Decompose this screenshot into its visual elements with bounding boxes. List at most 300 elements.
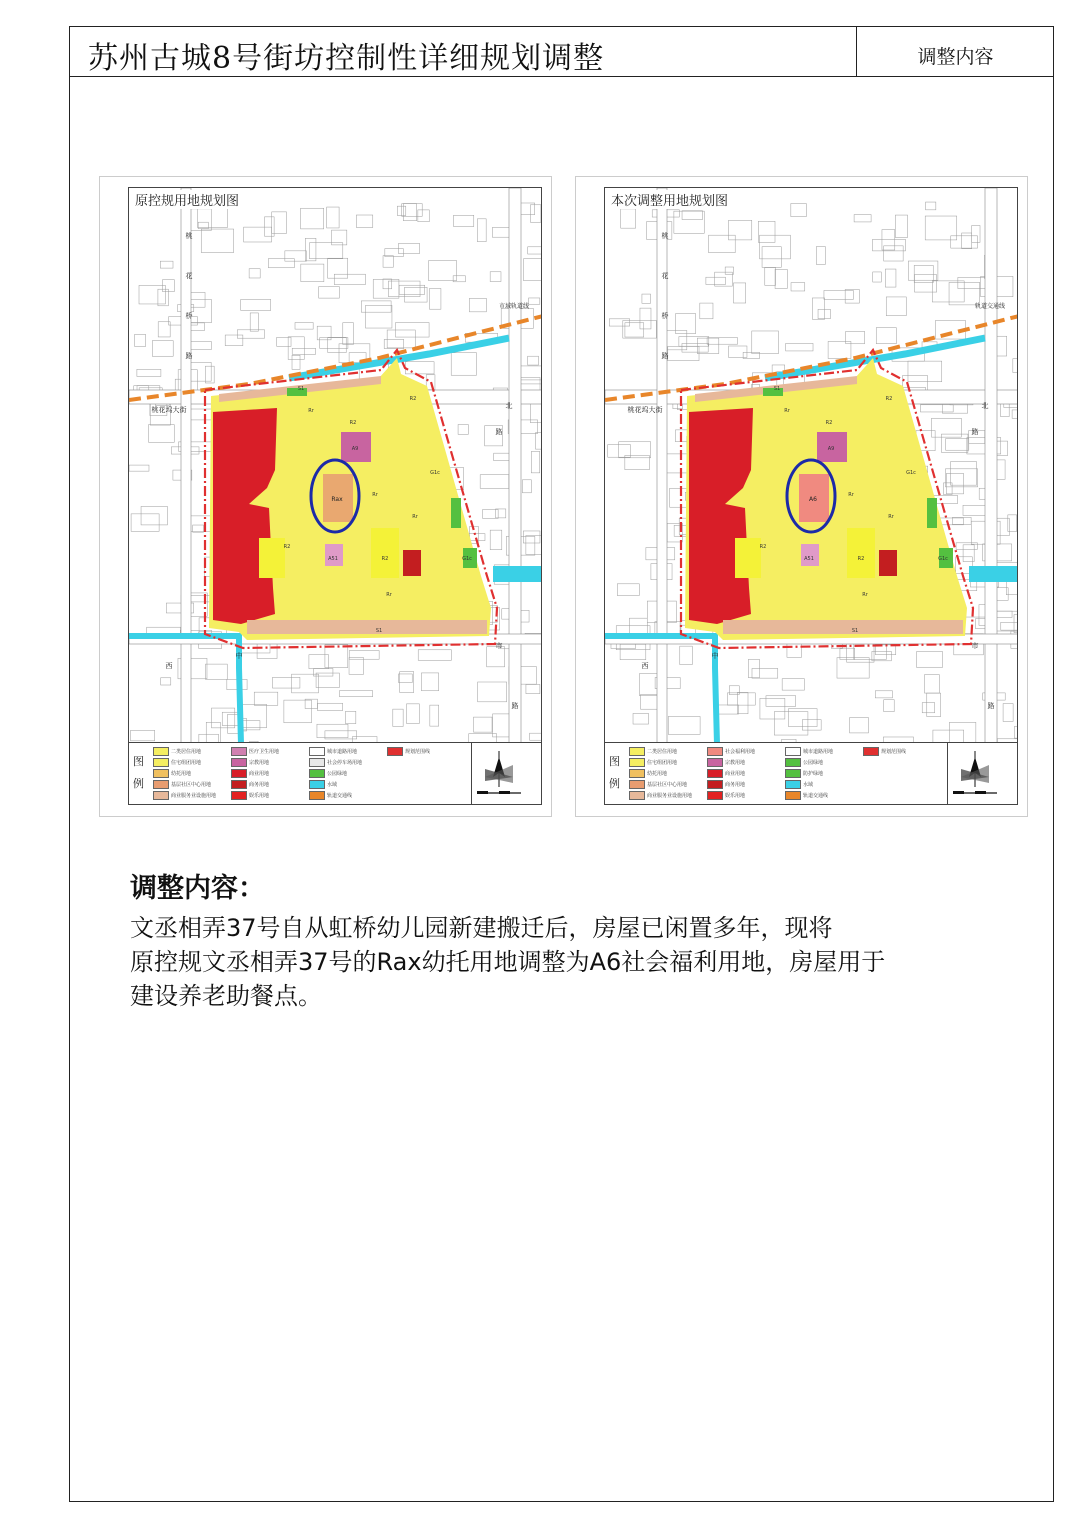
legend-label: 防护绿地: [803, 771, 824, 777]
building-outline: [1013, 359, 1018, 373]
building-outline: [682, 343, 708, 352]
building-outline: [1012, 410, 1018, 418]
legend-label: 幼托用地: [171, 771, 192, 777]
street-name: 桃: [185, 232, 193, 240]
legend-swatch: [231, 791, 247, 800]
building-outline: [139, 285, 165, 304]
building-outline: [478, 682, 507, 702]
building-outline: [313, 669, 332, 677]
building-outline: [405, 287, 428, 302]
legend-swatch: [309, 769, 325, 778]
map-canvas: [604, 187, 1018, 805]
building-outline: [633, 713, 649, 724]
building-outline: [206, 664, 228, 679]
legend-label: 城市道路用地: [327, 749, 358, 755]
building-outline: [531, 451, 540, 472]
legend-swatch: [629, 780, 645, 789]
legend-item: [707, 769, 745, 778]
building-outline: [327, 207, 339, 228]
rail-label: 轨道交通线: [974, 303, 1006, 310]
legend-label: 公园绿地: [803, 760, 824, 766]
land-use-code: G1c: [462, 556, 472, 562]
legend-item: [707, 758, 745, 767]
building-outline: [737, 692, 748, 713]
building-outline: [399, 674, 413, 683]
street-name: 北: [981, 402, 989, 410]
building-outline: [193, 525, 204, 532]
building-outline: [242, 704, 267, 727]
legend-label: 规划范围线: [881, 749, 907, 755]
building-outline: [160, 261, 173, 268]
legend-label: 二类居住用地: [647, 749, 678, 755]
building-outline: [158, 322, 170, 337]
legend-item: [231, 758, 269, 767]
building-outline: [828, 341, 851, 358]
building-outline: [496, 509, 506, 518]
map-legend: [129, 742, 541, 804]
building-outline: [946, 439, 969, 451]
building-outline: [765, 268, 776, 286]
building-outline: [418, 210, 429, 222]
legend-item: [707, 780, 745, 789]
content-body: [130, 911, 1010, 1013]
building-outline: [529, 298, 540, 304]
legend-swatch: [707, 758, 723, 767]
building-outline: [205, 366, 214, 383]
building-outline: [305, 238, 316, 261]
building-outline: [477, 219, 486, 242]
legend-label: 水域: [803, 782, 814, 788]
building-outline: [309, 655, 329, 669]
building-outline: [925, 675, 940, 693]
street-name: 中: [711, 652, 719, 660]
building-outline: [316, 673, 339, 687]
building-outline: [328, 258, 348, 278]
adjusted-parcel-code: A6: [809, 496, 817, 503]
legend-label: 社会福利用地: [725, 749, 756, 755]
legend-item: [153, 791, 216, 800]
adjusted-plan-map: [575, 176, 1028, 817]
building-outline: [962, 233, 972, 249]
building-outline: [528, 247, 542, 254]
content-line: 原控规文丞相弄37号的Rax幼托用地调整为A6社会福利用地，房屋用于: [130, 948, 886, 976]
building-outline: [211, 708, 234, 728]
legend-label: 水域: [327, 782, 338, 788]
residential-parcel: [371, 528, 399, 578]
building-outline: [640, 308, 651, 329]
header-divider: [856, 27, 857, 77]
legend-title: 图例: [609, 755, 620, 790]
building-outline: [295, 323, 313, 330]
north-arrow-icon: [945, 747, 1005, 799]
building-outline: [325, 645, 348, 668]
building-outline: [301, 264, 324, 282]
building-outline: [494, 453, 511, 461]
legend-item: [629, 758, 677, 767]
legend-item: [387, 747, 430, 756]
building-outline: [451, 353, 476, 376]
building-outline: [1014, 726, 1018, 738]
building-outline: [250, 313, 258, 331]
street-name: 桃花坞大街: [627, 406, 663, 414]
building-outline: [752, 668, 778, 678]
legend-item: [785, 758, 823, 767]
building-outline: [958, 277, 987, 288]
building-outline: [201, 229, 233, 252]
building-outline: [319, 287, 340, 299]
building-outline: [854, 215, 871, 222]
building-outline: [526, 684, 540, 693]
building-outline: [760, 698, 785, 719]
map-title: 原控规用地规划图: [133, 190, 241, 209]
land-use-code: R2: [381, 556, 389, 562]
building-outline: [620, 644, 646, 659]
building-outline: [421, 673, 438, 691]
legend-label: 商业用地: [725, 771, 746, 777]
building-outline: [131, 514, 159, 531]
legend-swatch: [153, 758, 169, 767]
building-outline: [430, 705, 439, 726]
building-outline: [949, 722, 975, 743]
land-use-code: A9: [827, 446, 835, 452]
legend-title: 图例: [133, 755, 144, 790]
land-use-map: [129, 188, 542, 744]
street-name: 西: [641, 662, 649, 670]
building-outline: [668, 346, 699, 360]
building-outline: [886, 297, 906, 316]
building-outline: [788, 709, 817, 727]
legend-label: 轨道交通线: [803, 793, 829, 799]
legend-label: 轨道交通线: [327, 793, 353, 799]
building-outline: [782, 679, 804, 690]
building-outline: [621, 209, 636, 228]
building-outline: [872, 239, 905, 251]
commercial-service-band: [723, 620, 963, 634]
legend-label: 宗教用地: [725, 760, 746, 766]
land-use-code: R2: [409, 396, 417, 402]
legend-item: [785, 780, 813, 789]
land-use-code: S1: [375, 628, 383, 634]
legend-swatch: [387, 747, 403, 756]
legend-item: [153, 747, 201, 756]
street-name: 桥: [185, 312, 193, 320]
building-outline: [530, 205, 540, 222]
page-title: 苏州古城8号街坊控制性详细规划调整: [88, 41, 605, 76]
building-outline: [846, 331, 865, 343]
building-outline: [707, 338, 737, 345]
building-outline: [914, 265, 933, 282]
legend-swatch: [231, 769, 247, 778]
street-name: 北: [505, 402, 513, 410]
building-outline: [925, 216, 957, 240]
original-plan-map: [99, 176, 552, 817]
building-outline: [729, 346, 747, 357]
building-outline: [946, 473, 963, 493]
section-tag: 调整内容: [917, 46, 994, 68]
land-use-code: R2: [759, 544, 767, 550]
building-outline: [530, 733, 542, 740]
legend-swatch: [231, 780, 247, 789]
building-outline: [802, 720, 821, 730]
building-outline: [320, 338, 348, 349]
legend-item: [153, 780, 211, 789]
land-use-map: [605, 188, 1018, 744]
building-outline: [399, 285, 425, 294]
legend-item: [863, 747, 906, 756]
building-outline: [1001, 622, 1018, 630]
land-use-code: G1c: [430, 470, 440, 476]
legend-label: 商业用地: [249, 771, 270, 777]
legend-item: [153, 758, 201, 767]
building-outline: [729, 220, 752, 240]
legend-label: 基层社区中心用地: [647, 782, 688, 788]
building-outline: [951, 236, 978, 248]
land-use-code: Rr: [848, 492, 854, 498]
adjusted-parcel-code: Rax: [331, 496, 343, 503]
land-use-code: S1: [773, 386, 781, 392]
land-use-code: G1c: [906, 470, 916, 476]
land-use-code: G1c: [938, 556, 948, 562]
legend-label: 商业服务业设施用地: [171, 793, 217, 799]
building-outline: [249, 269, 260, 278]
building-outline: [225, 335, 243, 346]
land-use-code: R2: [825, 420, 833, 426]
park-green: [927, 498, 937, 528]
legend-item: [785, 747, 833, 756]
legend-label: 二类居住用地: [171, 749, 202, 755]
building-outline: [393, 709, 403, 726]
legend-item: [309, 791, 352, 800]
building-outline: [418, 650, 451, 660]
building-outline: [490, 272, 501, 282]
building-outline: [884, 700, 894, 712]
building-outline: [161, 678, 171, 685]
street-name: 路: [495, 428, 503, 436]
street-name: 路: [185, 352, 193, 360]
building-outline: [349, 658, 364, 675]
building-outline: [884, 246, 903, 261]
legend-item: [785, 769, 823, 778]
street-name: 花: [661, 272, 669, 280]
legend-swatch: [231, 758, 247, 767]
building-outline: [480, 475, 509, 489]
building-outline: [405, 362, 434, 374]
building-outline: [365, 305, 391, 328]
building-outline: [916, 652, 942, 668]
map-legend: [605, 742, 1017, 804]
legend-swatch: [309, 780, 325, 789]
building-outline: [812, 298, 824, 319]
building-outline: [706, 277, 726, 284]
street-name: 桃花坞大街: [151, 406, 187, 414]
building-outline: [926, 202, 936, 210]
legend-swatch: [629, 769, 645, 778]
building-outline: [518, 366, 542, 384]
building-outline: [454, 215, 474, 226]
building-outline: [285, 251, 307, 261]
street-name: 中: [235, 652, 243, 660]
building-outline: [346, 711, 356, 723]
legend-swatch: [153, 747, 169, 756]
land-use-code: A51: [328, 556, 338, 562]
canal: [493, 566, 542, 582]
building-outline: [383, 279, 392, 289]
building-outline: [709, 235, 736, 252]
street-name: 花: [185, 272, 193, 280]
land-use-code: R2: [857, 556, 865, 562]
legend-label: 城市道路用地: [803, 749, 834, 755]
building-outline: [284, 700, 312, 723]
building-outline: [922, 703, 934, 713]
street-name: 路: [511, 702, 519, 710]
building-outline: [786, 343, 813, 351]
building-outline: [292, 355, 300, 369]
building-outline: [301, 208, 324, 229]
building-outline: [752, 331, 779, 354]
land-use-code: Rr: [784, 408, 790, 414]
building-outline: [674, 211, 704, 233]
legend-swatch: [785, 769, 801, 778]
land-use-code: S1: [851, 628, 859, 634]
building-outline: [668, 716, 700, 734]
building-outline: [474, 717, 492, 732]
building-outline: [642, 294, 651, 303]
land-use-code: Rr: [888, 514, 894, 520]
building-outline: [717, 705, 739, 714]
building-outline: [292, 674, 319, 693]
building-outline: [356, 215, 372, 227]
content-heading: 调整内容：: [130, 873, 265, 904]
building-outline: [791, 283, 805, 291]
land-use-code: A51: [804, 556, 814, 562]
building-outline: [429, 289, 440, 310]
commercial-parcel: [213, 408, 277, 624]
legend-item: [231, 747, 279, 756]
legend-swatch: [707, 791, 723, 800]
legend-swatch: [309, 791, 325, 800]
legend-swatch: [153, 791, 169, 800]
building-outline: [469, 298, 486, 312]
legend-item: [629, 747, 677, 756]
land-use-code: Rr: [386, 592, 392, 598]
building-outline: [349, 651, 379, 660]
building-outline: [129, 465, 149, 471]
building-outline: [775, 269, 787, 288]
building-outline: [932, 281, 964, 302]
street-name: 市: [971, 642, 979, 650]
commercial-parcel: [403, 550, 421, 576]
park-green: [451, 498, 461, 528]
building-outline: [137, 369, 161, 376]
building-outline: [292, 348, 315, 354]
legend-label: 商务用地: [249, 782, 270, 788]
street-name: 路: [987, 702, 995, 710]
building-outline: [850, 718, 869, 733]
building-outline: [941, 434, 968, 452]
medical-parcel: [801, 544, 819, 566]
building-outline: [385, 249, 403, 257]
legend-item: [309, 780, 337, 789]
legend-swatch: [153, 769, 169, 778]
land-use-code: R2: [283, 544, 291, 550]
building-outline: [758, 221, 775, 242]
building-outline: [875, 691, 892, 698]
legend-swatch: [707, 769, 723, 778]
building-outline: [141, 506, 167, 524]
legend-item: [309, 747, 357, 756]
adjustment-description: [130, 866, 1010, 1013]
land-use-code: R2: [349, 420, 357, 426]
building-outline: [818, 309, 830, 318]
building-outline: [453, 276, 465, 282]
building-outline: [682, 211, 702, 220]
land-use-code: Rr: [372, 492, 378, 498]
content-line: 建设养老助餐点。: [130, 982, 322, 1010]
building-outline: [885, 269, 896, 287]
building-outline: [873, 272, 882, 282]
rail-label: 市域轨道线: [498, 303, 530, 310]
north-arrow-icon: [469, 747, 529, 799]
building-outline: [895, 215, 907, 237]
building-outline: [963, 505, 988, 515]
building-outline: [334, 274, 365, 284]
legend-label: 基层社区中心用地: [171, 782, 212, 788]
land-use-code: Rr: [412, 514, 418, 520]
building-outline: [317, 703, 342, 710]
legend-swatch: [629, 747, 645, 756]
legend-swatch: [231, 747, 247, 756]
building-outline: [729, 686, 739, 695]
building-outline: [733, 283, 745, 303]
land-use-code: R2: [885, 396, 893, 402]
building-outline: [774, 712, 808, 735]
legend-swatch: [707, 747, 723, 756]
legend-swatch: [309, 747, 325, 756]
building-outline: [876, 328, 896, 344]
building-outline: [943, 483, 952, 495]
road-band: [509, 188, 521, 744]
building-outline: [131, 730, 155, 740]
building-outline: [609, 319, 629, 326]
legend-swatch: [153, 780, 169, 789]
land-use-code: Rr: [862, 592, 868, 598]
legend-item: [231, 791, 269, 800]
road-band: [985, 188, 997, 744]
legend-swatch: [629, 758, 645, 767]
building-outline: [429, 261, 457, 281]
legend-label: 商业服务业设施用地: [647, 793, 693, 799]
map-title: 本次调整用地规划图: [609, 190, 730, 209]
residential-parcel: [847, 528, 875, 578]
building-outline: [524, 259, 542, 281]
legend-label: 住宅组团用地: [647, 760, 678, 766]
building-outline: [908, 361, 942, 382]
content-line: 文丞相弄37号自从虹桥幼儿园新建搬迁后，房屋已闲置多年，现将: [130, 914, 833, 942]
building-outline: [920, 405, 953, 412]
street-name: 桥: [661, 312, 669, 320]
building-outline: [268, 259, 294, 268]
residential-parcel: [259, 538, 285, 578]
building-outline: [972, 226, 980, 243]
building-outline: [387, 330, 415, 348]
building-outline: [816, 247, 825, 265]
building-outline: [526, 536, 542, 555]
street-name: 市: [495, 642, 503, 650]
legend-swatch: [785, 758, 801, 767]
building-outline: [837, 658, 869, 678]
building-outline: [536, 433, 542, 449]
building-outline: [617, 584, 639, 596]
